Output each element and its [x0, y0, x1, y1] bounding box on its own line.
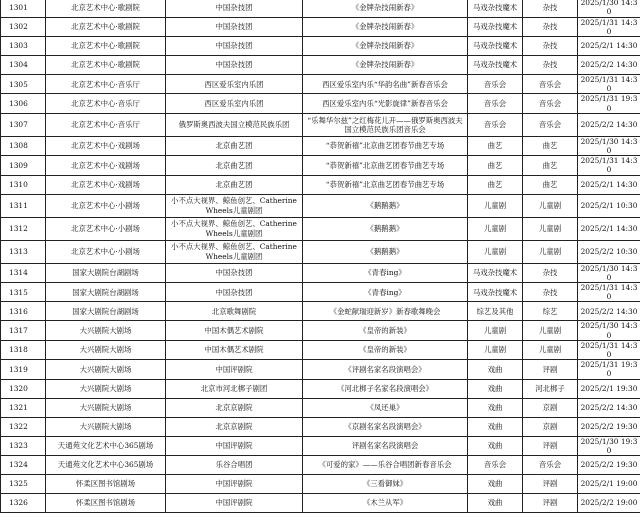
- subcategory-cell: 儿童剧: [523, 194, 578, 217]
- table-row: [1, 474, 640, 493]
- title-cell: 《金蛇献瑞迎新岁》新春歌舞晚会: [303, 302, 468, 321]
- table-row: [1, 360, 640, 379]
- time-cell: 2025/2/1 19:30: [578, 379, 640, 398]
- table-row: [1, 113, 640, 136]
- venue-cell: 大兴剧院大剧场: [46, 340, 166, 359]
- subcategory-cell: 儿童剧: [523, 321, 578, 340]
- category-cell: 儿童剧: [468, 240, 523, 263]
- row-id-cell: 1306: [1, 94, 46, 113]
- row-id-cell: 1319: [1, 360, 46, 379]
- troupe-cell: 北京京剧院: [166, 398, 303, 417]
- title-cell: 《河北梆子名家名段演唱会》: [303, 379, 468, 398]
- category-cell: 马戏杂技魔术: [468, 0, 523, 17]
- troupe-cell: 中国杂技团: [166, 263, 303, 282]
- table-row: [1, 94, 640, 113]
- row-id-cell: 1320: [1, 379, 46, 398]
- title-cell: 《鹅鹅鹅》: [303, 194, 468, 217]
- troupe-cell: 中国杂技团: [166, 282, 303, 301]
- category-cell: 儿童剧: [468, 217, 523, 240]
- category-cell: 儿童剧: [468, 340, 523, 359]
- title-cell: 《京剧名家名段演唱会》: [303, 417, 468, 436]
- venue-cell: 北京艺术中心·音乐厅: [46, 113, 166, 136]
- venue-cell: 北京艺术中心·小剧场: [46, 217, 166, 240]
- time-cell: 2025/1/31 14:30: [578, 17, 640, 36]
- row-id-cell: 1324: [1, 455, 46, 474]
- title-cell: 《凤还巢》: [303, 398, 468, 417]
- row-id-cell: 1315: [1, 282, 46, 301]
- subcategory-cell: 杂技: [523, 282, 578, 301]
- table-row: [1, 263, 640, 282]
- subcategory-cell: 曲艺: [523, 175, 578, 194]
- time-cell: 2025/1/31 14:30: [578, 74, 640, 93]
- venue-cell: 大兴剧院大剧场: [46, 398, 166, 417]
- venue-cell: 怀柔区图书馆剧场: [46, 493, 166, 512]
- troupe-cell: 北京曲艺团: [166, 136, 303, 155]
- subcategory-cell: 评剧: [523, 436, 578, 455]
- troupe-cell: 中国评剧院: [166, 436, 303, 455]
- venue-cell: 北京艺术中心·歌剧院: [46, 17, 166, 36]
- category-cell: 音乐会: [468, 113, 523, 136]
- category-cell: 戏曲: [468, 379, 523, 398]
- category-cell: 戏曲: [468, 360, 523, 379]
- title-cell: 《青春ing》: [303, 282, 468, 301]
- venue-cell: 北京艺术中心·音乐厅: [46, 94, 166, 113]
- row-id-cell: 1303: [1, 36, 46, 55]
- title-cell: 西区爱乐室内乐“华韵名曲”新春音乐会: [303, 74, 468, 93]
- subcategory-cell: 音乐会: [523, 94, 578, 113]
- schedule-table-body: [1, 0, 640, 512]
- troupe-cell: 中国杂技团: [166, 17, 303, 36]
- category-cell: 儿童剧: [468, 321, 523, 340]
- category-cell: 戏曲: [468, 474, 523, 493]
- title-cell: 《木兰从军》: [303, 493, 468, 512]
- subcategory-cell: 综艺: [523, 302, 578, 321]
- category-cell: 戏曲: [468, 417, 523, 436]
- title-cell: 《皇帝的新装》: [303, 321, 468, 340]
- title-cell: 《三看御妹》: [303, 474, 468, 493]
- category-cell: 音乐会: [468, 455, 523, 474]
- row-id-cell: 1326: [1, 493, 46, 512]
- title-cell: “乐舞华尔兹”之红梅花儿开——俄罗斯奥西波夫国立模范民族乐团音乐会: [303, 113, 468, 136]
- title-cell: 《鹅鹅鹅》: [303, 217, 468, 240]
- table-row: [1, 398, 640, 417]
- category-cell: 戏曲: [468, 436, 523, 455]
- row-id-cell: 1317: [1, 321, 46, 340]
- table-row: [1, 455, 640, 474]
- time-cell: 2025/1/31 14:30: [578, 282, 640, 301]
- category-cell: 综艺及其他: [468, 302, 523, 321]
- time-cell: 2025/2/2 14:30: [578, 398, 640, 417]
- troupe-cell: 俄罗斯奥西波夫国立模范民族乐团: [166, 113, 303, 136]
- table-row: [1, 302, 640, 321]
- table-row: [1, 74, 640, 93]
- venue-cell: 北京艺术中心·歌剧院: [46, 36, 166, 55]
- subcategory-cell: 儿童剧: [523, 240, 578, 263]
- row-id-cell: 1312: [1, 217, 46, 240]
- subcategory-cell: 京剧: [523, 417, 578, 436]
- row-id-cell: 1313: [1, 240, 46, 263]
- title-cell: 《金牌杂技闹新春》: [303, 17, 468, 36]
- troupe-cell: 北京京剧院: [166, 417, 303, 436]
- subcategory-cell: 杂技: [523, 263, 578, 282]
- subcategory-cell: 音乐会: [523, 113, 578, 136]
- category-cell: 马戏杂技魔术: [468, 36, 523, 55]
- row-id-cell: 1325: [1, 474, 46, 493]
- time-cell: 2025/2/1 14:30: [578, 36, 640, 55]
- venue-cell: 大兴剧院大剧场: [46, 379, 166, 398]
- time-cell: 2025/2/1 14:30: [578, 217, 640, 240]
- venue-cell: 天通苑文化艺术中心365剧场: [46, 455, 166, 474]
- time-cell: 2025/1/31 19:30: [578, 94, 640, 113]
- troupe-cell: 中国木偶艺术剧院: [166, 321, 303, 340]
- category-cell: 马戏杂技魔术: [468, 17, 523, 36]
- troupe-cell: 北京曲艺团: [166, 156, 303, 175]
- title-cell: 评剧名家名段演唱会: [303, 436, 468, 455]
- category-cell: 音乐会: [468, 94, 523, 113]
- venue-cell: 国家大剧院台湖剧场: [46, 302, 166, 321]
- table-row: [1, 321, 640, 340]
- venue-cell: 大兴剧院大剧场: [46, 417, 166, 436]
- subcategory-cell: 京剧: [523, 398, 578, 417]
- troupe-cell: 北京市河北梆子剧团: [166, 379, 303, 398]
- table-row: [1, 156, 640, 175]
- table-row: [1, 493, 640, 512]
- troupe-cell: 中国杂技团: [166, 0, 303, 17]
- venue-cell: 北京艺术中心·小剧场: [46, 194, 166, 217]
- subcategory-cell: 河北梆子: [523, 379, 578, 398]
- category-cell: 儿童剧: [468, 194, 523, 217]
- title-cell: 《青春ing》: [303, 263, 468, 282]
- title-cell: 《金牌杂技闹新春》: [303, 36, 468, 55]
- subcategory-cell: 音乐会: [523, 74, 578, 93]
- troupe-cell: 中国评剧院: [166, 493, 303, 512]
- table-row: [1, 0, 640, 17]
- title-cell: “恭贺新禧”北京曲艺团春节曲艺专场: [303, 156, 468, 175]
- row-id-cell: 1321: [1, 398, 46, 417]
- table-row: [1, 17, 640, 36]
- category-cell: 戏曲: [468, 493, 523, 512]
- row-id-cell: 1301: [1, 0, 46, 17]
- subcategory-cell: 曲艺: [523, 136, 578, 155]
- category-cell: 曲艺: [468, 136, 523, 155]
- table-row: [1, 240, 640, 263]
- subcategory-cell: 曲艺: [523, 156, 578, 175]
- subcategory-cell: 儿童剧: [523, 340, 578, 359]
- row-id-cell: 1310: [1, 175, 46, 194]
- category-cell: 马戏杂技魔术: [468, 282, 523, 301]
- row-id-cell: 1311: [1, 194, 46, 217]
- venue-cell: 国家大剧院台湖剧场: [46, 282, 166, 301]
- row-id-cell: 1318: [1, 340, 46, 359]
- row-id-cell: 1322: [1, 417, 46, 436]
- time-cell: 2025/1/31 14:30: [578, 156, 640, 175]
- category-cell: 音乐会: [468, 74, 523, 93]
- time-cell: 2025/1/30 14:30: [578, 136, 640, 155]
- table-row: [1, 36, 640, 55]
- title-cell: 《皇帝的新装》: [303, 340, 468, 359]
- title-cell: “恭贺新禧”北京曲艺团春节曲艺专场: [303, 136, 468, 155]
- time-cell: 2025/1/31 19:30: [578, 360, 640, 379]
- time-cell: 2025/2/2 14:30: [578, 55, 640, 74]
- subcategory-cell: 儿童剧: [523, 217, 578, 240]
- troupe-cell: 中国评剧院: [166, 360, 303, 379]
- troupe-cell: 中国杂技团: [166, 55, 303, 74]
- subcategory-cell: 杂技: [523, 36, 578, 55]
- time-cell: 2025/1/31 14:30: [578, 340, 640, 359]
- title-cell: “恭贺新禧”北京曲艺团春节曲艺专场: [303, 175, 468, 194]
- time-cell: 2025/2/2 10:30: [578, 240, 640, 263]
- troupe-cell: 乐谷合唱团: [166, 455, 303, 474]
- troupe-cell: 小不点大视界、鲸鱼创艺、Catherine Wheels儿童剧团: [166, 194, 303, 217]
- subcategory-cell: 评剧: [523, 360, 578, 379]
- time-cell: 2025/2/2 19:30: [578, 455, 640, 474]
- table-row: [1, 194, 640, 217]
- subcategory-cell: 杂技: [523, 0, 578, 17]
- category-cell: 曲艺: [468, 175, 523, 194]
- venue-cell: 北京艺术中心·歌剧院: [46, 55, 166, 74]
- table-row: [1, 282, 640, 301]
- time-cell: 2025/2/2 14:30: [578, 113, 640, 136]
- title-cell: 《评剧名家名段演唱会》: [303, 360, 468, 379]
- troupe-cell: 小不点大视界、鲸鱼创艺、Catherine Wheels儿童剧团: [166, 217, 303, 240]
- venue-cell: 大兴剧院大剧场: [46, 321, 166, 340]
- category-cell: 戏曲: [468, 398, 523, 417]
- row-id-cell: 1307: [1, 113, 46, 136]
- title-cell: 《金牌杂技闹新春》: [303, 0, 468, 17]
- troupe-cell: 中国杂技团: [166, 36, 303, 55]
- time-cell: 2025/2/2 19:30: [578, 417, 640, 436]
- title-cell: 《可爱的家》——乐谷合唱团新春音乐会: [303, 455, 468, 474]
- table-row: [1, 136, 640, 155]
- time-cell: 2025/2/1 10:30: [578, 194, 640, 217]
- time-cell: 2025/2/2 19:00: [578, 493, 640, 512]
- subcategory-cell: 杂技: [523, 17, 578, 36]
- time-cell: 2025/2/2 14:30: [578, 302, 640, 321]
- venue-cell: 大兴剧院大剧场: [46, 360, 166, 379]
- time-cell: 2025/1/30 14:30: [578, 263, 640, 282]
- troupe-cell: 西区爱乐室内乐团: [166, 94, 303, 113]
- row-id-cell: 1314: [1, 263, 46, 282]
- table-row: [1, 55, 640, 74]
- row-id-cell: 1309: [1, 156, 46, 175]
- table-row: [1, 417, 640, 436]
- time-cell: 2025/1/30 19:30: [578, 436, 640, 455]
- title-cell: 《鹅鹅鹅》: [303, 240, 468, 263]
- row-id-cell: 1323: [1, 436, 46, 455]
- category-cell: 马戏杂技魔术: [468, 55, 523, 74]
- category-cell: 马戏杂技魔术: [468, 263, 523, 282]
- venue-cell: 怀柔区图书馆剧场: [46, 474, 166, 493]
- venue-cell: 国家大剧院台湖剧场: [46, 263, 166, 282]
- troupe-cell: 小不点大视界、鲸鱼创艺、Catherine Wheels儿童剧团: [166, 240, 303, 263]
- row-id-cell: 1305: [1, 74, 46, 93]
- table-row: [1, 340, 640, 359]
- row-id-cell: 1304: [1, 55, 46, 74]
- venue-cell: 北京艺术中心·戏剧场: [46, 156, 166, 175]
- venue-cell: 北京艺术中心·戏剧场: [46, 136, 166, 155]
- row-id-cell: 1302: [1, 17, 46, 36]
- venue-cell: 北京艺术中心·戏剧场: [46, 175, 166, 194]
- time-cell: 2025/2/1 14:30: [578, 175, 640, 194]
- venue-cell: 北京艺术中心·小剧场: [46, 240, 166, 263]
- title-cell: 《金牌杂技闹新春》: [303, 55, 468, 74]
- table-row: [1, 217, 640, 240]
- row-id-cell: 1316: [1, 302, 46, 321]
- subcategory-cell: 杂技: [523, 55, 578, 74]
- table-row: [1, 175, 640, 194]
- table-row: [1, 379, 640, 398]
- title-cell: 西区爱乐室内乐“光影旋律”新春音乐会: [303, 94, 468, 113]
- troupe-cell: 北京曲艺团: [166, 175, 303, 194]
- troupe-cell: 中国评剧院: [166, 474, 303, 493]
- time-cell: 2025/2/1 19:00: [578, 474, 640, 493]
- venue-cell: 天通苑文化艺术中心365剧场: [46, 436, 166, 455]
- troupe-cell: 北京歌舞剧院: [166, 302, 303, 321]
- subcategory-cell: 音乐会: [523, 455, 578, 474]
- venue-cell: 北京艺术中心·歌剧院: [46, 0, 166, 17]
- time-cell: 2025/1/30 14:30: [578, 321, 640, 340]
- category-cell: 曲艺: [468, 156, 523, 175]
- troupe-cell: 中国木偶艺术剧院: [166, 340, 303, 359]
- venue-cell: 北京艺术中心·音乐厅: [46, 74, 166, 93]
- time-cell: 2025/1/30 14:30: [578, 0, 640, 17]
- subcategory-cell: 评剧: [523, 493, 578, 512]
- table-row: [1, 436, 640, 455]
- troupe-cell: 西区爱乐室内乐团: [166, 74, 303, 93]
- row-id-cell: 1308: [1, 136, 46, 155]
- subcategory-cell: 评剧: [523, 474, 578, 493]
